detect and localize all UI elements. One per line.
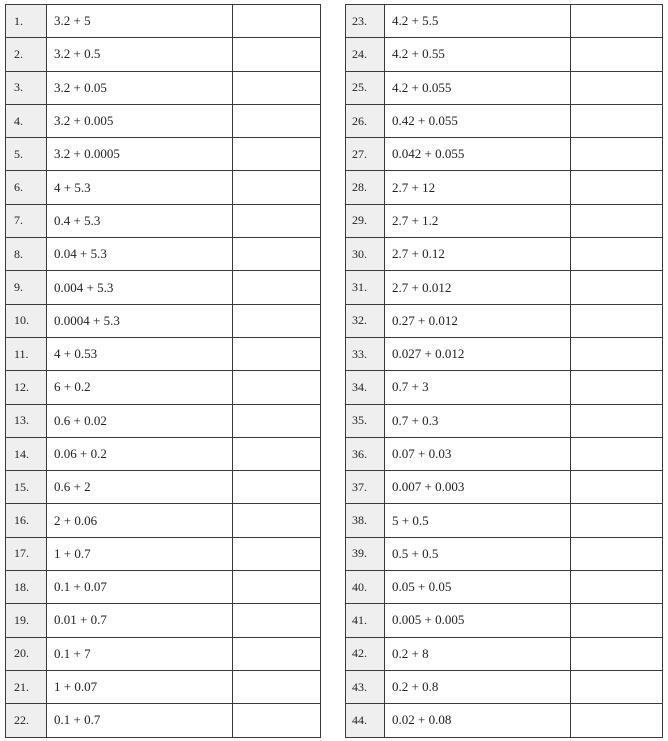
- right-problem-table: [345, 4, 663, 738]
- answer-cell[interactable]: [571, 404, 663, 437]
- problem-row: [346, 5, 663, 38]
- answer-cell[interactable]: [233, 138, 321, 171]
- problem-expression: 1 + 0.7: [47, 537, 233, 570]
- answer-cell[interactable]: [233, 104, 321, 137]
- problem-expression: 0.4 + 5.3: [47, 204, 233, 237]
- problem-row: [6, 571, 321, 604]
- answer-cell[interactable]: [233, 271, 321, 304]
- answer-cell[interactable]: [571, 704, 663, 737]
- problem-expression: 3.2 + 5: [47, 5, 233, 38]
- problem-expression: 0.42 + 0.055: [385, 104, 571, 137]
- answer-cell[interactable]: [233, 471, 321, 504]
- problem-number: 37.: [346, 471, 385, 504]
- problem-number: 44.: [346, 704, 385, 737]
- problem-number: 38.: [346, 504, 385, 537]
- problem-row: [6, 670, 321, 703]
- problem-number: 4.: [6, 104, 47, 137]
- answer-cell[interactable]: [571, 471, 663, 504]
- problem-row: [346, 171, 663, 204]
- answer-cell[interactable]: [571, 71, 663, 104]
- answer-cell[interactable]: [233, 71, 321, 104]
- problem-expression: 1 + 0.07: [47, 670, 233, 703]
- problem-row: [6, 271, 321, 304]
- problem-expression: 4 + 5.3: [47, 171, 233, 204]
- problem-number: 5.: [6, 138, 47, 171]
- problem-number: 40.: [346, 571, 385, 604]
- answer-cell[interactable]: [233, 437, 321, 470]
- answer-cell[interactable]: [571, 437, 663, 470]
- problem-expression: 4 + 0.53: [47, 337, 233, 370]
- answer-cell[interactable]: [233, 5, 321, 38]
- problem-expression: 0.042 + 0.055: [385, 138, 571, 171]
- problem-row: [6, 504, 321, 537]
- answer-cell[interactable]: [233, 38, 321, 71]
- problem-expression: 6 + 0.2: [47, 371, 233, 404]
- problem-number: 9.: [6, 271, 47, 304]
- problem-number: 36.: [346, 437, 385, 470]
- problem-row: [346, 471, 663, 504]
- problem-number: 23.: [346, 5, 385, 38]
- problem-expression: 0.027 + 0.012: [385, 337, 571, 370]
- problem-number: 29.: [346, 204, 385, 237]
- problem-expression: 0.0004 + 5.3: [47, 304, 233, 337]
- problem-number: 7.: [6, 204, 47, 237]
- problem-expression: 0.5 + 0.5: [385, 537, 571, 570]
- problem-row: [6, 371, 321, 404]
- problem-row: [346, 404, 663, 437]
- answer-cell[interactable]: [571, 271, 663, 304]
- problem-expression: 3.2 + 0.0005: [47, 138, 233, 171]
- answer-cell[interactable]: [233, 371, 321, 404]
- problem-row: [346, 38, 663, 71]
- problem-row: [346, 571, 663, 604]
- problem-number: 35.: [346, 404, 385, 437]
- problem-row: [346, 271, 663, 304]
- answer-cell[interactable]: [571, 204, 663, 237]
- problem-row: [346, 104, 663, 137]
- answer-cell[interactable]: [571, 238, 663, 271]
- problem-row: [346, 537, 663, 570]
- problem-expression: 3.2 + 0.005: [47, 104, 233, 137]
- answer-cell[interactable]: [233, 637, 321, 670]
- answer-cell[interactable]: [233, 571, 321, 604]
- problem-number: 11.: [6, 337, 47, 370]
- problem-expression: 0.7 + 3: [385, 371, 571, 404]
- answer-cell[interactable]: [233, 604, 321, 637]
- answer-cell[interactable]: [571, 138, 663, 171]
- problem-row: [6, 337, 321, 370]
- problem-number: 31.: [346, 271, 385, 304]
- problem-row: [6, 304, 321, 337]
- answer-cell[interactable]: [233, 537, 321, 570]
- problem-row: [6, 437, 321, 470]
- answer-cell[interactable]: [571, 504, 663, 537]
- answer-cell[interactable]: [571, 5, 663, 38]
- problem-row: [346, 604, 663, 637]
- problem-row: [6, 5, 321, 38]
- problem-expression: 0.01 + 0.7: [47, 604, 233, 637]
- problem-number: 24.: [346, 38, 385, 71]
- answer-cell[interactable]: [571, 670, 663, 703]
- problem-number: 14.: [6, 437, 47, 470]
- problem-expression: 0.04 + 5.3: [47, 238, 233, 271]
- answer-cell[interactable]: [571, 571, 663, 604]
- problem-row: [6, 238, 321, 271]
- problem-row: [6, 704, 321, 737]
- problem-expression: 2.7 + 1.2: [385, 204, 571, 237]
- problem-number: 42.: [346, 637, 385, 670]
- problem-number: 33.: [346, 337, 385, 370]
- answer-cell[interactable]: [233, 670, 321, 703]
- problem-row: [6, 204, 321, 237]
- problem-expression: 2.7 + 12: [385, 171, 571, 204]
- problem-number: 39.: [346, 537, 385, 570]
- problem-row: [6, 104, 321, 137]
- problem-number: 25.: [346, 71, 385, 104]
- problem-expression: 2.7 + 0.12: [385, 238, 571, 271]
- problem-number: 21.: [6, 670, 47, 703]
- problem-row: [6, 71, 321, 104]
- problem-number: 10.: [6, 304, 47, 337]
- answer-cell[interactable]: [571, 371, 663, 404]
- problem-row: [6, 171, 321, 204]
- problem-expression: 5 + 0.5: [385, 504, 571, 537]
- problem-number: 8.: [6, 238, 47, 271]
- problem-number: 30.: [346, 238, 385, 271]
- problem-expression: 0.004 + 5.3: [47, 271, 233, 304]
- answer-cell[interactable]: [571, 604, 663, 637]
- problem-expression: 0.6 + 0.02: [47, 404, 233, 437]
- problem-number: 12.: [6, 371, 47, 404]
- problem-row: [346, 437, 663, 470]
- problem-number: 27.: [346, 138, 385, 171]
- problem-number: 34.: [346, 371, 385, 404]
- problem-expression: 0.6 + 2: [47, 471, 233, 504]
- problem-row: [6, 38, 321, 71]
- answer-cell[interactable]: [571, 337, 663, 370]
- problem-number: 17.: [6, 537, 47, 570]
- answer-cell[interactable]: [233, 337, 321, 370]
- problem-expression: 2.7 + 0.012: [385, 271, 571, 304]
- problem-number: 20.: [6, 637, 47, 670]
- problem-row: [346, 670, 663, 703]
- answer-cell[interactable]: [571, 171, 663, 204]
- problem-number: 32.: [346, 304, 385, 337]
- problem-expression: 4.2 + 5.5: [385, 5, 571, 38]
- answer-cell[interactable]: [233, 238, 321, 271]
- answer-cell[interactable]: [233, 404, 321, 437]
- problem-expression: 3.2 + 0.05: [47, 71, 233, 104]
- problem-row: [346, 138, 663, 171]
- problem-expression: 0.2 + 8: [385, 637, 571, 670]
- problem-row: [346, 704, 663, 737]
- problem-row: [346, 238, 663, 271]
- problem-row: [6, 404, 321, 437]
- problem-expression: 0.1 + 7: [47, 637, 233, 670]
- problem-number: 13.: [6, 404, 47, 437]
- answer-cell[interactable]: [233, 204, 321, 237]
- answer-cell[interactable]: [571, 304, 663, 337]
- problem-expression: 0.007 + 0.003: [385, 471, 571, 504]
- problem-number: 2.: [6, 38, 47, 71]
- problem-expression: 4.2 + 0.055: [385, 71, 571, 104]
- problem-row: [6, 537, 321, 570]
- problem-row: [346, 637, 663, 670]
- problem-row: [6, 138, 321, 171]
- problem-number: 16.: [6, 504, 47, 537]
- left-problem-table: [5, 4, 321, 738]
- problem-expression: 0.06 + 0.2: [47, 437, 233, 470]
- problem-expression: 0.02 + 0.08: [385, 704, 571, 737]
- problem-row: [346, 504, 663, 537]
- problem-row: [346, 337, 663, 370]
- answer-cell[interactable]: [571, 537, 663, 570]
- answer-cell[interactable]: [233, 304, 321, 337]
- problem-number: 19.: [6, 604, 47, 637]
- answer-cell[interactable]: [571, 104, 663, 137]
- problem-expression: 0.1 + 0.07: [47, 571, 233, 604]
- problem-expression: 0.05 + 0.05: [385, 571, 571, 604]
- problem-row: [346, 304, 663, 337]
- problem-expression: 0.7 + 0.3: [385, 404, 571, 437]
- problem-number: 15.: [6, 471, 47, 504]
- problem-row: [346, 71, 663, 104]
- problem-expression: 0.005 + 0.005: [385, 604, 571, 637]
- problem-expression: 3.2 + 0.5: [47, 38, 233, 71]
- problem-row: [6, 604, 321, 637]
- problem-number: 6.: [6, 171, 47, 204]
- problem-number: 26.: [346, 104, 385, 137]
- answer-cell[interactable]: [571, 637, 663, 670]
- problem-number: 28.: [346, 171, 385, 204]
- problem-row: [6, 471, 321, 504]
- problem-expression: 2 + 0.06: [47, 504, 233, 537]
- problem-number: 1.: [6, 5, 47, 38]
- answer-cell[interactable]: [233, 171, 321, 204]
- problem-number: 3.: [6, 71, 47, 104]
- answer-cell[interactable]: [571, 38, 663, 71]
- problem-number: 41.: [346, 604, 385, 637]
- problem-expression: 0.2 + 0.8: [385, 670, 571, 703]
- problem-number: 43.: [346, 670, 385, 703]
- problem-expression: 0.07 + 0.03: [385, 437, 571, 470]
- problem-row: [6, 637, 321, 670]
- problem-number: 22.: [6, 704, 47, 737]
- problem-row: [346, 371, 663, 404]
- answer-cell[interactable]: [233, 504, 321, 537]
- answer-cell[interactable]: [233, 704, 321, 737]
- problem-row: [346, 204, 663, 237]
- problem-number: 18.: [6, 571, 47, 604]
- problem-expression: 0.1 + 0.7: [47, 704, 233, 737]
- problem-expression: 0.27 + 0.012: [385, 304, 571, 337]
- problem-expression: 4.2 + 0.55: [385, 38, 571, 71]
